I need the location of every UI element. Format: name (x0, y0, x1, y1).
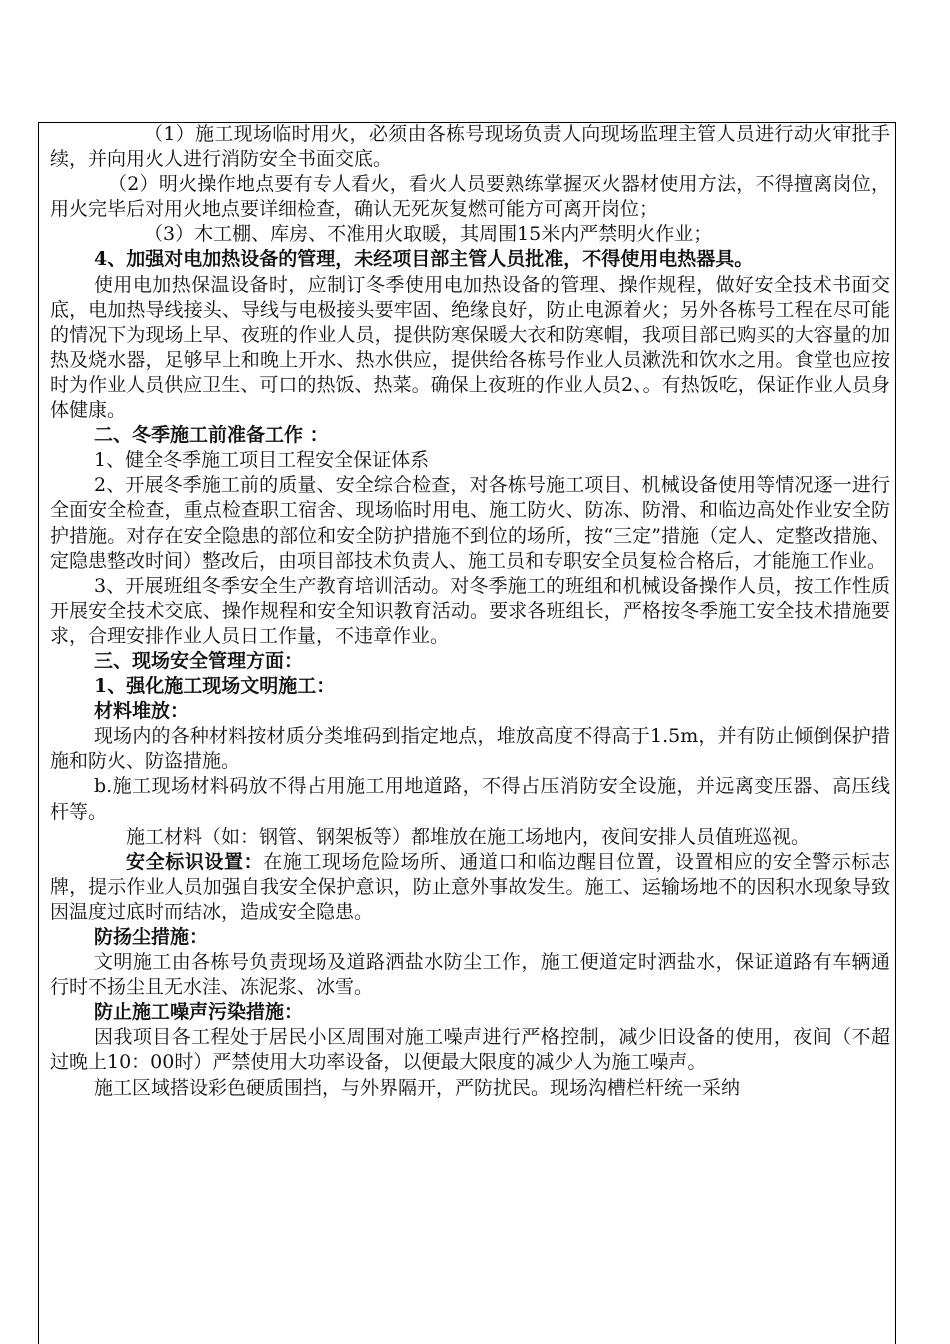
paragraph-14: b.施工现场材料码放不得占用施工用地道路，不得占压消防安全设施，并远离变压器、高压线杆等。 (50, 775, 890, 823)
paragraph-15: 施工材料（如：钢管、钢架板等）都堆放在施工场地内，夜间安排人员值班巡视。 (126, 825, 811, 848)
paragraph-2: （2）明火操作地点要有专人看火，看火人员要熟练掌握灭火器材使用方法，不得擅离岗位，用火完毕后对用火地点要详细检查，确认无死灰复燃可能方可离开岗位； (50, 173, 890, 221)
paragraph-7: 1、健全冬季施工项目工程安全保证体系 (94, 449, 430, 472)
paragraph-1: （1）施工现场临时用火，必须由各栋号现场负责人向现场监理主管人员进行动火审批手续，并向用火人进行消防安全书面交底。 (50, 123, 890, 171)
subheading-noise-control: 防止施工噪声污染措施： (94, 1001, 304, 1024)
paragraph-5: 使用电加热保温设备时，应制订冬季使用电加热设备的管理、操作规程，做好安全技术书面交底，电加热导线接头、导线与电极接头要牢固、绝缘良好，防止电源着火；另外各栋号工程在尽可能的情况下为现场上早、夜班的作业人员，提供防寒保暖大衣和防寒帽，我项目部已购买的大容量的加热及烧水器，足够早上和晚上开水、热水供应，提供给各栋号作业人员漱洗和饮水之用。食堂也应按时为作业人员供应卫生、可口的热饭、热菜。确保上夜班的作业人员2、。有热饭吃，保证作业人员身体健康。 (50, 273, 890, 422)
section-heading-winter-prep: 二、冬季施工前准备工作 ： (94, 424, 329, 447)
paragraph-3: （3）木工棚、库房、不准用火取暖，其周围15米内严禁明火作业； (144, 223, 713, 246)
paragraph-21: 施工区域搭设彩色硬质围挡，与外界隔开，严防扰民。现场沟槽栏杆统一采纳 (94, 1076, 741, 1099)
section-heading-site-safety: 三、现场安全管理方面： (94, 649, 304, 672)
subheading-dust-control: 防扬尘措施： (94, 926, 209, 948)
subsection-heading-civilized-construction: 1、强化施工现场文明施工： (94, 675, 336, 698)
paragraph-16-body: 在施工现场危险场所、通道口和临边醒目位置，设置相应的安全警示标志牌，提示作业人员加强自我安全保护意识，防止意外事故发生。施工、运输场地不的因积水现象导致因温度过底时而结冰，造成安全隐患。 (50, 850, 890, 923)
paragraph-13: 现场内的各种材料按材质分类堆码到指定地点，堆放高度不得高于1.5m，并有防止倾倒保护措施和防火、防盗措施。 (50, 725, 890, 773)
subheading-safety-signs: 安全标识设置： (126, 850, 264, 873)
subheading-material-stacking: 材料堆放： (94, 700, 190, 723)
paragraph-18: 文明施工由各栋号负责现场及道路洒盐水防尘工作，施工便道定时洒盐水，保证道路有车辆通行时不扬尘且无水洼、冻泥浆、冰雪。 (50, 951, 890, 999)
document-body (50, 122, 890, 1101)
paragraph-16 (50, 850, 890, 925)
section-heading-electric-heating: 4、加强对电加热设备的管理，未经项目部主管人员批准，不得使用电热器具。 (94, 248, 754, 271)
paragraph-20: 因我项目各工程处于居民小区周围对施工噪声进行严格控制，减少旧设备的使用，夜间（不超过晚上10：00时）严禁使用大功率设备，以便最大限度的减少人为施工噪声。 (50, 1026, 890, 1074)
paragraph-8: 2、开展冬季施工前的质量、安全综合检查，对各栋号施工项目、机械设备使用等情况逐一进行全面安全检查，重点检查职工宿舍、现场临时用电、施工防火、防冻、防滑、和临边高处作业安全防护措施。对存在安全隐患的部位和安全防护措施不到位的场所，按“三定”措施（定人、定整改措施、定隐患整改时间）整改后，由项目部技术负责人、施工员和专职安全员复检合格后，才能施工作业。 (50, 474, 890, 572)
paragraph-9: 3、开展班组冬季安全生产教育培训活动。对冬季施工的班组和机械设备操作人员，按工作性质开展安全技术交底、操作规程和安全知识教育活动。要求各班组长，严格按冬季施工安全技术措施要求，合理安排作业人员日工作量，不违章作业。 (50, 574, 890, 647)
